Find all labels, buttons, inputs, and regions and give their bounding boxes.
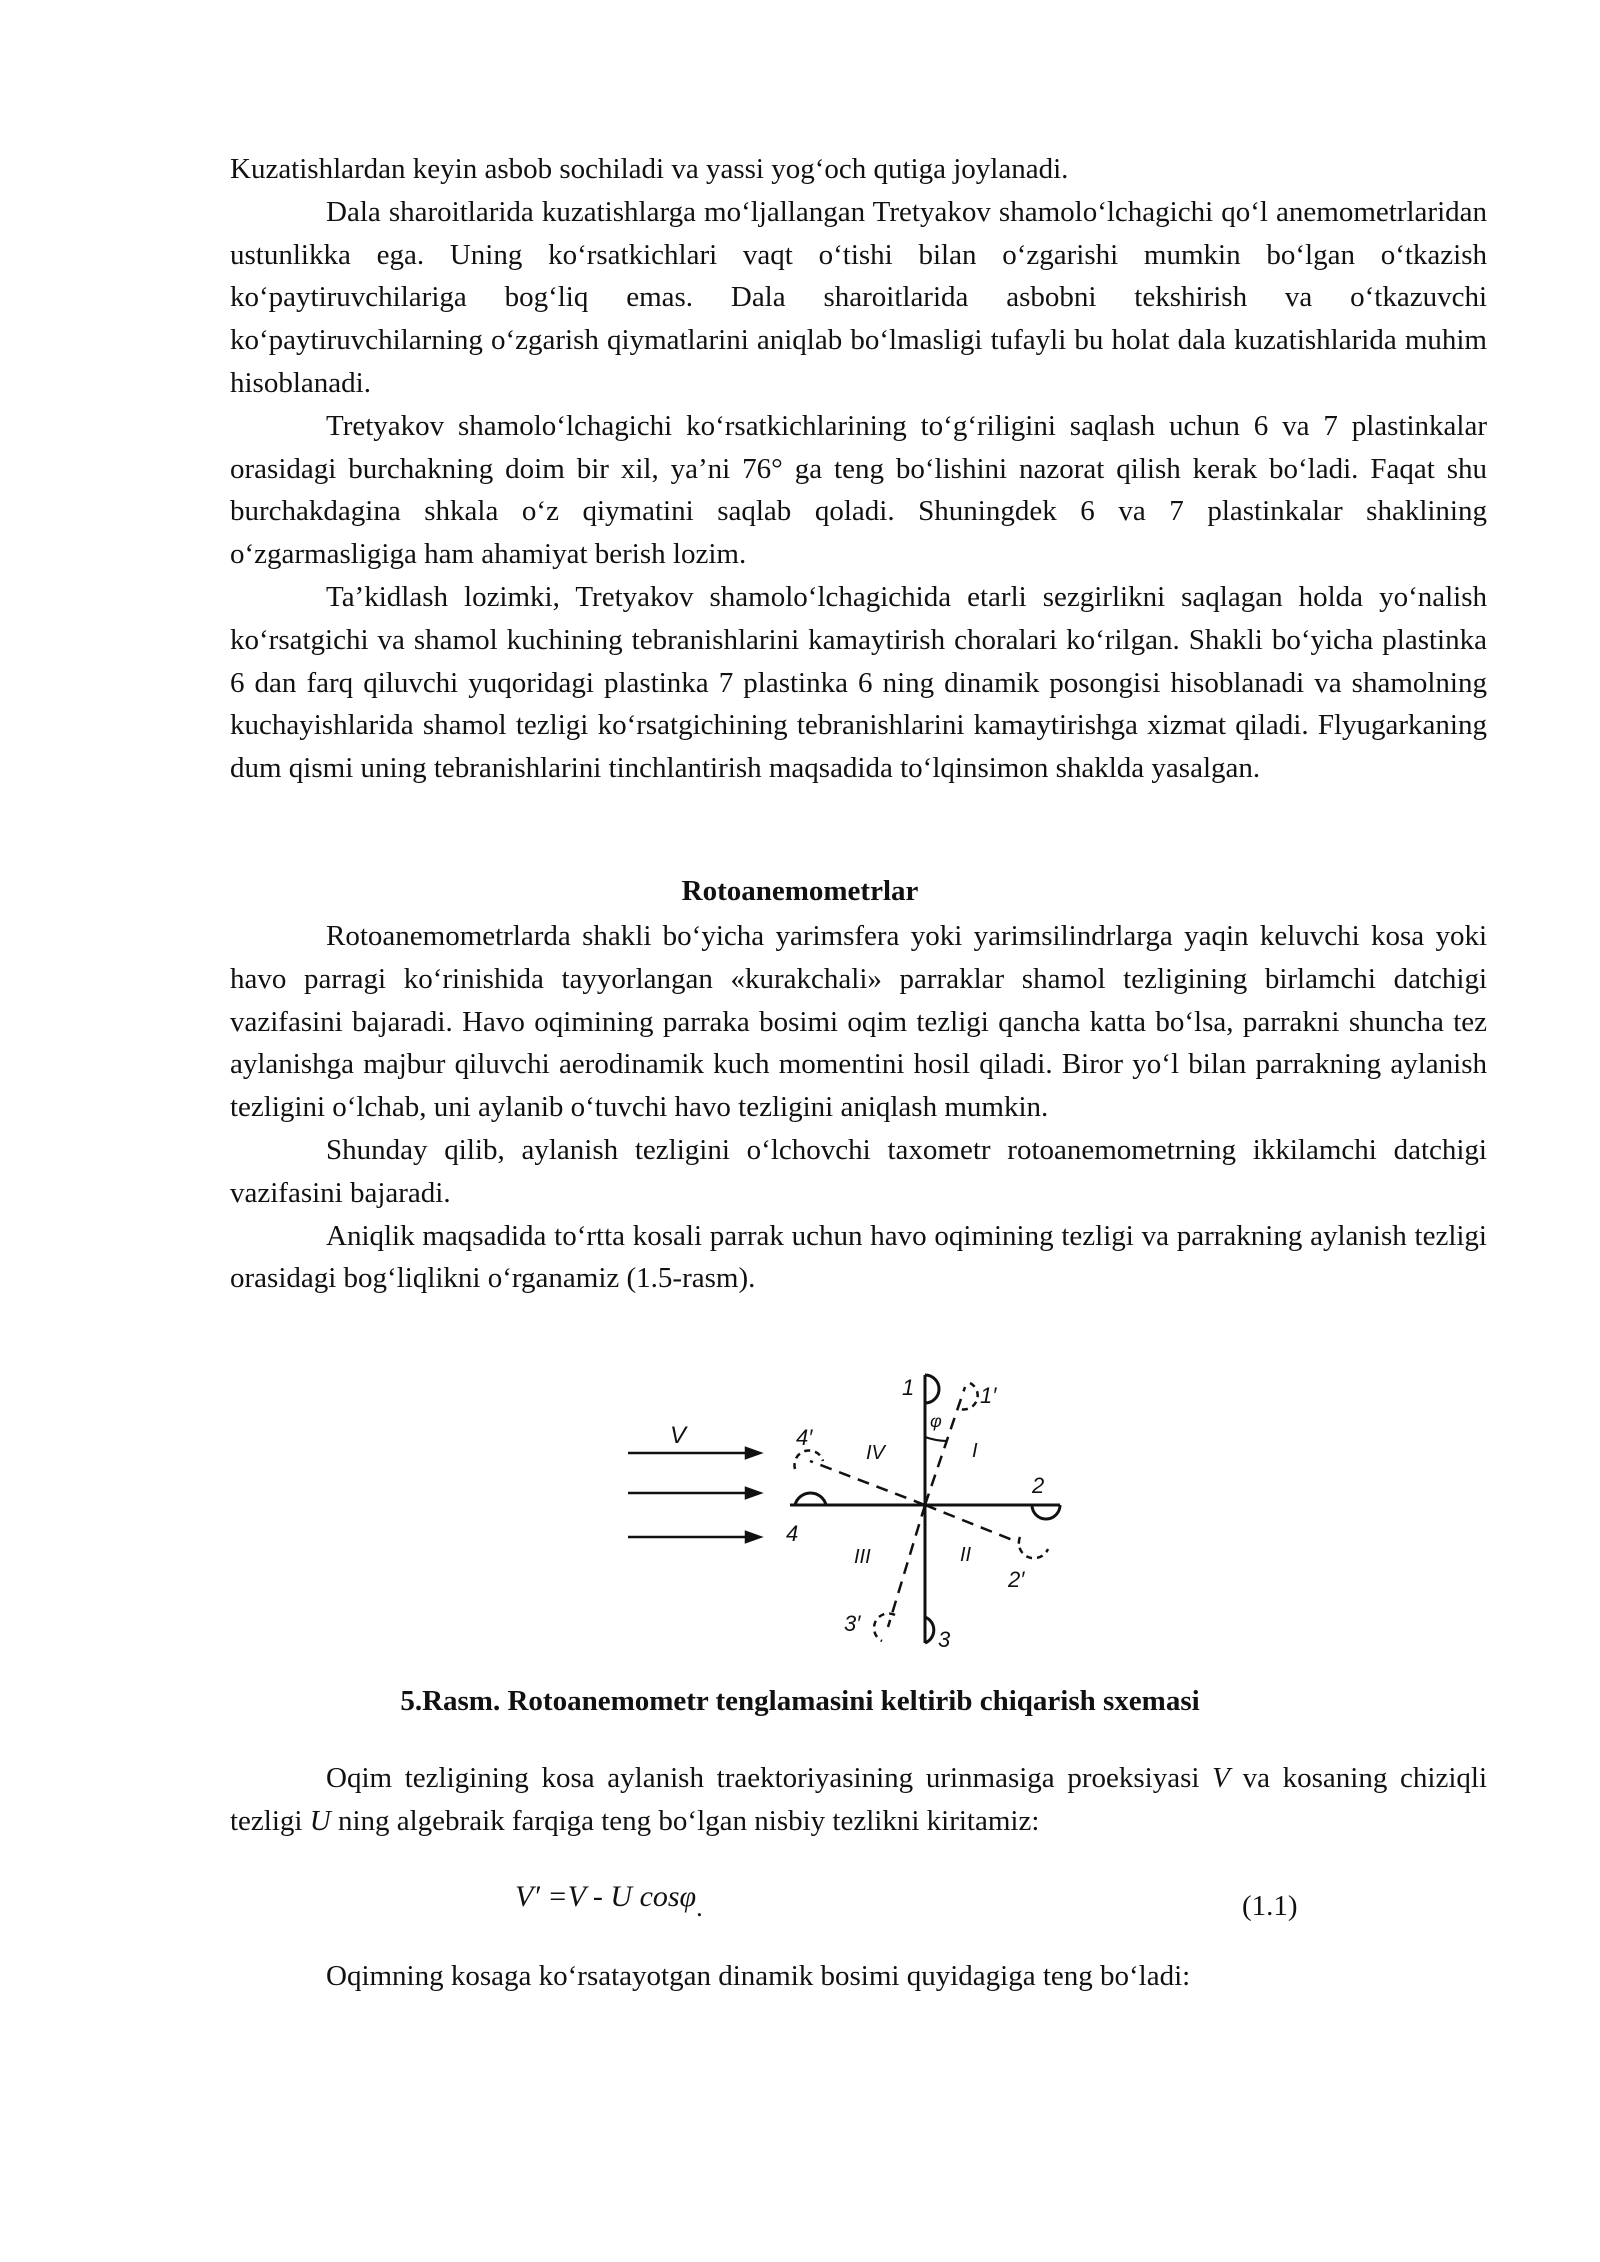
formula-text: V′ =V - U cosφ <box>515 1880 697 1913</box>
cup-2-label: 2 <box>1032 1473 1045 1498</box>
formula-intro <box>230 1757 1487 1843</box>
dashed-cups <box>794 1383 1048 1641</box>
quadrant-3-label: III <box>854 1546 871 1568</box>
wind-arrows <box>628 1448 760 1542</box>
cup-1-label: 1 <box>902 1375 915 1400</box>
cup-3p-label: 3′ <box>844 1611 861 1636</box>
paragraph: Oqimning kosaga ko‘rsatayotgan dinamik bosimi quyidagiga teng bo‘ladi: <box>326 1960 1191 1992</box>
cup-2p-label: 2′ <box>1008 1567 1025 1592</box>
dashed-axes <box>810 1387 1020 1627</box>
paragraph: Tretyakov shamolo‘lchagichi ko‘rsatkichlarining to‘g‘riligini saqlash uchun 6 va 7 plastinkalar orasidagi burchakning doim bir xil, ya’ni 76° ga teng bo‘lishini nazorat qilish kerak bo‘ladi. Faqat shu burchakdagina shkala o‘z qiymatini saqlab qoladi. Shuningdek 6 va 7 plastinkalar shaklining o‘zgarmasligiga ham ahamiyat berish lozim. <box>230 409 1487 571</box>
phi-arc <box>925 1437 947 1441</box>
paragraph: Rotoanemometrlarda shakli bo‘yicha yarimsfera yoki yarimsilindrlarga yaqin keluvchi kosa yoki havo parragi ko‘rinishida tayyorlangan «kurakchali» parraklar shamol tezligining birlamchi datchigi vazifasini bajaradi. Havo oqimining parraka bosimi oqim tezligi qancha katta bo‘lsa, parrakni shuncha tez aylanishga majbur qiluvchi aerodinamik kuch momentini hosil qiladi. Biror yo‘l bilan parrakning aylanish tezligini o‘lchab, uni aylanib o‘tuvchi havo tezligini aniqlash mumkin. <box>230 920 1487 1124</box>
rotoanemometer-diagram <box>620 1365 1080 1665</box>
diagram-svg <box>620 1365 1080 1665</box>
text-block-top <box>230 148 1487 790</box>
formula-dot: . <box>696 1893 703 1922</box>
cup-4p-label: 4′ <box>796 1425 813 1450</box>
paragraph: Dala sharoitlarida kuzatishlarga mo‘ljallangan Tretyakov shamolo‘lchagichi qo‘l anemometrlaridan ustunlikka ega. Uning ko‘rsatkichlari vaqt o‘tishi bilan o‘zgarishi mumkin bo‘lgan o‘tkazish ko‘paytiruvchilariga bog‘liq emas. Dala sharoitlarida asbobni tekshirish va o‘tkazuvchi ko‘paytiruvchilarning o‘zgarish qiymatlarini aniqlab bo‘lmasligi tufayli bu holat dala kuzatishlarida muhim hisoblanadi. <box>230 195 1487 399</box>
velocity-label: V <box>670 1422 687 1449</box>
paragraph <box>230 1757 1487 1843</box>
quadrant-2-label: II <box>960 1544 972 1566</box>
text-run: Oqim tezligining kosa aylanish traektoriyasining urinmasiga proeksiyasi <box>326 1762 1213 1794</box>
text-run: va kosaning chiziqli tezligi <box>230 1762 1487 1837</box>
paragraph: Shunday qilib, aylanish tezligini o‘lchovchi taxometr rotoanemometrning ikkilamchi datchigi vazifasini bajaradi. <box>230 1133 1487 1209</box>
text-run: ning algebraik farqiga teng bo‘lgan nisbiy tezlikni kiritamiz: <box>330 1804 1040 1837</box>
paragraph: Kuzatishlardan keyin asbob sochiladi va yassi yog‘och qutiga joylanadi. <box>230 153 1069 185</box>
equation-number: (1.1) <box>1242 1890 1298 1922</box>
paragraph: Ta’kidlash lozimki, Tretyakov shamolo‘lchagichida etarli sezgirlikni saqlagan holda yo‘nalish ko‘rsatgichi va shamol kuchining tebranishlarini kamaytirish choralari ko‘rilgan. Shakli bo‘yicha plastinka 6 dan farq qiluvchi yuqoridagi plastinka 7 plastinka 6 ning dinamik posongisi hisoblanadi va shamolning kuchayishlarida shamol tezligi ko‘rsatgichining tebranishlarini kamaytirishga xizmat qiladi. Flyugarkaning dum qismi uning tebranishlarini tinchlantirish maqsadida to‘lqinsimon shaklda yasalgan. <box>230 580 1487 785</box>
phi-label: φ <box>930 1411 942 1431</box>
cup-3-label: 3 <box>938 1627 951 1652</box>
cup-1p-label: 1′ <box>980 1383 997 1408</box>
text-block-bottom <box>230 1955 1487 1998</box>
quadrant-1-label: I <box>972 1440 978 1462</box>
cup-4-label: 4 <box>786 1521 799 1546</box>
formula-1-1 <box>515 1880 703 1922</box>
variable-v: V <box>1212 1762 1230 1794</box>
variable-u: U <box>309 1804 331 1837</box>
solid-cups <box>795 1375 1060 1643</box>
text-block-middle <box>230 915 1487 1300</box>
section-heading: Rotoanemometrlar <box>681 875 919 907</box>
paragraph: Aniqlik maqsadida to‘rtta kosali parrak uchun havo oqimining tezligi va parrakning aylanish tezligi orasidagi bog‘liqlikni o‘rganamiz (1.5-rasm). <box>230 1219 1487 1295</box>
figure-caption: 5.Rasm. Rotoanemometr tenglamasini keltirib chiqarish sxemasi <box>400 1685 1200 1717</box>
quadrant-4-label: IV <box>866 1442 885 1464</box>
